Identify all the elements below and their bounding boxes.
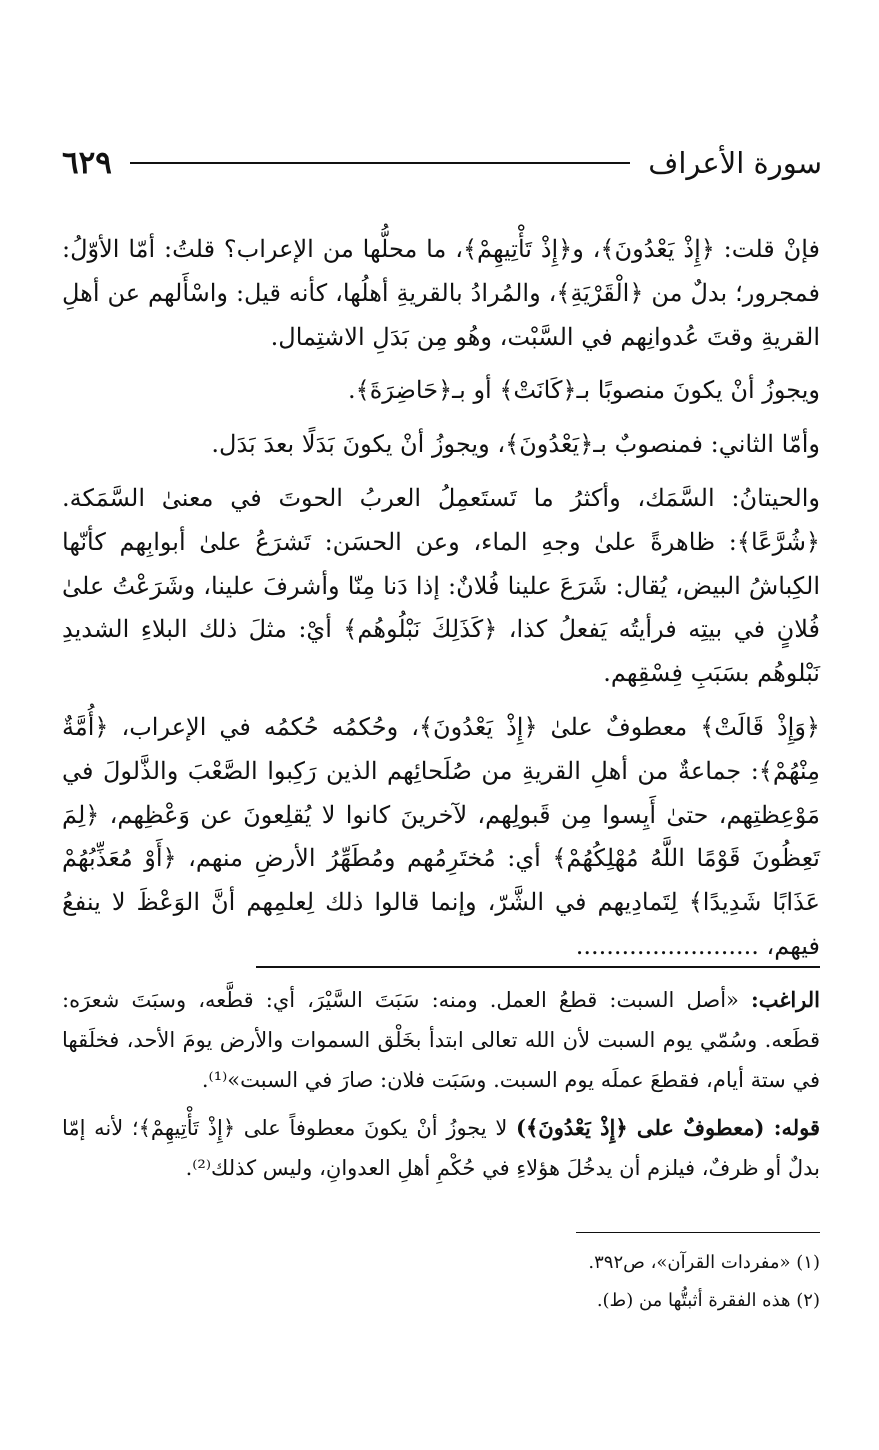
note-1 — [62, 980, 820, 1100]
paragraph-5: ﴿وَإِذْ قَالَتْ﴾ معطوفٌ علىٰ ﴿إِذْ يَعْدُونَ﴾، وحُكمُه حُكمُه في الإعراب، ﴿أُمَّةٌ مِنْهُمْ﴾: جماعةٌ من أهلِ القريةِ من صُلَحائِهم الذين رَكِبوا الصَّعْبَ والذَّلولَ في مَوْعِظتِهم، حتىٰ أَيِسوا مِن قَبولِهم، لآخرينَ كانوا لا يُقلِعونَ عن وَعْظِهم، ﴿لِمَ تَعِظُونَ قَوْمًا اللَّهُ مُهْلِكُهُمْ﴾ أي: مُختَرِمُهم ومُطَهِّرُ الأرضِ منهم، ﴿أَوْ مُعَذِّبُهُمْ عَذَابًا شَدِيدًا﴾ لِتَمادِيهم في الشَّرّ، وإنما قالوا ذلك لِعلمِهم أنَّ الوَعْظَ لا ينفعُ فيهم، ........................ — [62, 712, 820, 960]
commentary-notes — [62, 980, 820, 1196]
paragraph-1: فإنْ قلت: ﴿إِذْ يَعْدُونَ﴾، و﴿إِذْ تَأْتِيهِمْ﴾، ما محلُّها من الإعراب؟ قلتُ: أمّا الأوّلُ: فمجرور؛ بدلٌ من ﴿الْقَرْيَةِ﴾، والمُرادُ بالقريةِ أهلُها، كأنه قيل: واسْأَلهم عن أهلِ القريةِ وقتَ عُدوانِهم في السَّبْت، وهُو مِن بَدَلِ الاشتِمال. — [62, 235, 820, 351]
paragraph-2: ويجوزُ أنْ يكونَ منصوبًا بـ﴿كَانَتْ﴾ أو بـ﴿حَاضِرَةَ﴾. — [348, 376, 820, 405]
footnote-divider — [576, 1232, 820, 1233]
main-text — [62, 228, 820, 979]
header-rule — [130, 162, 630, 164]
page-number: ٦٢٩ — [62, 145, 112, 181]
footnotes — [62, 1244, 820, 1320]
surah-title: سورة الأعراف — [648, 146, 822, 180]
paragraph-4: والحيتانُ: السَّمَك، وأكثرُ ما تَستَعمِلُ العربُ الحوتَ في معنىٰ السَّمَكة. ﴿شُرَّعًا﴾: ظاهرةً علىٰ وجهِ الماء، وعن الحسَن: تَشرَعُ علىٰ أبوابِهم كأنّها الكِباشُ البيض، يُقال: شَرَعَ علينا فُلانٌ: إذا دَنا مِنّا وأشرفَ علينا، وشَرَعْتُ علىٰ فُلانٍ في بيتِه فرأيتُه يَفعلُ كذا، ﴿كَذَلِكَ نَبْلُوهُم﴾ أيْ: مثلَ ذلك البلاءِ الشديدِ نَبْلوهُم بسَبَبِ فِسْقِهم. — [62, 483, 820, 688]
commentary-divider — [256, 966, 820, 968]
note-2-text: لا يجوزُ أنْ يكونَ معطوفاً على ﴿إِذْ تَأْتِيهِمْ﴾؛ لأنه إمّا بدلٌ أو ظرفٌ، فيلزم أن يدخُلَ هؤلاءِ في حُكْمِ أهلِ العدوانِ، وليس كذلك⁽²⁾. — [62, 1116, 820, 1180]
paragraph-3: وأمّا الثاني: فمنصوبٌ بـ﴿يَعْدُونَ﴾، ويجوزُ أنْ يكونَ بَدَلًا بعدَ بَدَل. — [211, 430, 820, 459]
page-header — [62, 138, 822, 188]
note-1-text: «أصل السبت: قطعُ العمل. ومنه: سَبَتَ السَّيْرَ، أي: قطَّعه، وسبَتَ شعرَه: قطَعه. وسُمّي يوم السبت لأن الله تعالى ابتدأ بخَلْق السموات والأرض يومَ الأحد، فخلَقها في ستة أيام، فقطعَ عملَه يوم السبت. وسَبَت فلان: صارَ في السبت»⁽¹⁾. — [62, 988, 820, 1092]
note-2 — [62, 1108, 820, 1188]
footnote-2: (٢) هذه الفقرة أثبتُّها من (ط). — [596, 1290, 820, 1311]
note-2-lead: قوله: (معطوفٌ على ﴿إِذْ يَعْدُونَ﴾) — [516, 1115, 820, 1140]
footnote-1: (١) «مفردات القرآن»، ص٣٩٢. — [588, 1252, 820, 1273]
note-1-lead: الراغب: — [750, 987, 820, 1012]
